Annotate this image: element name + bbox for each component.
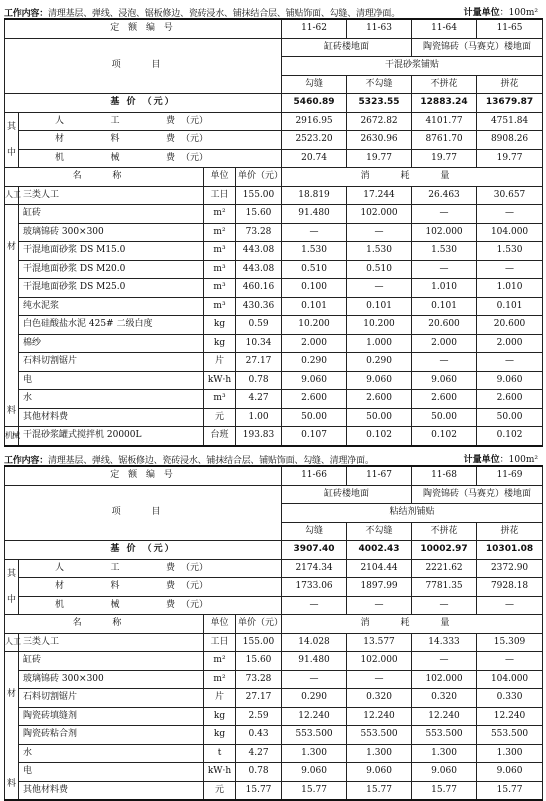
material-consumption: 0.290 [347,353,412,372]
material-name: 电 [19,763,204,782]
material-name: 石料切割锯片 [19,353,204,372]
material-price: 15.60 [236,205,282,224]
material-consumption: — [412,353,477,372]
machine-price: 193.83 [236,427,282,446]
fee-name: 机械费 [55,152,175,163]
labor-unit: 工日 [204,633,236,652]
material-consumption: 20.600 [412,316,477,335]
material-consumption: 20.600 [477,316,543,335]
variant-label: 拼花 [477,522,543,541]
material-price: 73.28 [236,223,282,242]
material-unit: 元 [204,408,236,427]
material-unit: m³ [204,279,236,298]
material-name: 石料切割锯片 [19,689,204,708]
material-consumption: — [347,279,412,298]
material-consumption: 1.530 [282,242,347,261]
material-unit: m³ [204,242,236,261]
material-consumption: 12.240 [347,707,412,726]
material-cat-bottom: 料 [6,779,16,789]
quota-table [4,465,543,801]
group-ceramic-tile: 缸砖楼地面 [282,38,412,57]
material-unit: kg [204,334,236,353]
material-unit: kg [204,707,236,726]
measure-unit-value: 100m² [508,8,538,18]
quota-table [4,18,543,447]
fee-value: 19.77 [347,149,412,168]
material-consumption: 1.000 [347,334,412,353]
material-consumption: 10.200 [347,316,412,335]
material-consumption: — [347,670,412,689]
material-unit: m² [204,205,236,224]
material-unit: 片 [204,689,236,708]
base-price-value: 4002.43 [347,541,412,560]
material-consumption: 102.000 [412,670,477,689]
variant-label: 勾缝 [282,522,347,541]
col-price-header: 单价（元） [236,615,282,634]
material-price: 2.59 [236,707,282,726]
material-consumption: — [412,205,477,224]
fee-value: — [282,596,347,615]
measure-unit-value: 100m² [508,455,538,465]
material-consumption: 102.000 [412,223,477,242]
work-content-header [4,4,542,18]
material-name: 玻璃锦砖 300×300 [19,223,204,242]
material-consumption: — [477,353,543,372]
material-category [5,652,19,801]
material-consumption: 15.77 [282,781,347,800]
fee-unit: （元） [181,562,209,573]
fee-name: 人工费 [55,562,175,573]
material-consumption: 0.101 [477,297,543,316]
measure-unit-label: 计量单位 [463,455,500,465]
of-which-qi: 其 [6,121,16,132]
work-content-text: 清理基层、弹线、锯板修边、瓷砖浸水、铺抹结合层、铺贴饰面、勾缝、清理净面。 [48,456,374,466]
material-consumption: 2.600 [477,390,543,409]
material-price: 4.27 [236,390,282,409]
paving-method: 干混砂浆铺贴 [282,57,543,76]
material-consumption: 0.320 [412,689,477,708]
material-name: 棉纱 [19,334,204,353]
fee-row-label [19,112,282,131]
material-consumption: 0.290 [282,689,347,708]
material-consumption: 1.010 [477,279,543,298]
quota-code: 11-63 [347,19,412,38]
base-price-value: 10301.08 [477,541,543,560]
material-cat-top: 材 [6,242,16,252]
fee-value: — [477,596,543,615]
group-mosaic: 陶瓷锦砖（马赛克）楼地面 [412,38,543,57]
material-consumption: 9.060 [477,763,543,782]
fee-name: 材料费 [55,134,175,145]
material-unit: m² [204,670,236,689]
quota-code: 11-62 [282,19,347,38]
material-price: 73.28 [236,670,282,689]
material-consumption: 9.060 [282,763,347,782]
material-consumption: 0.101 [347,297,412,316]
fee-value: 2672.82 [347,112,412,131]
material-consumption: 553.500 [282,726,347,745]
machine-consumption: 0.102 [347,427,412,446]
of-which-zhong: 中 [6,147,16,158]
material-name: 玻璃锦砖 300×300 [19,670,204,689]
base-price-label: 基 价 （元） [5,94,282,113]
material-consumption: 1.300 [412,744,477,763]
fee-value: 2630.96 [347,131,412,150]
material-consumption: 102.000 [347,652,412,671]
col-consume-header: 消 耗 量 [282,168,543,187]
material-consumption: 9.060 [477,371,543,390]
material-consumption: 0.100 [282,279,347,298]
material-consumption: 2.600 [282,390,347,409]
material-consumption: 2.600 [347,390,412,409]
fee-value: 4101.77 [412,112,477,131]
material-consumption: — [477,260,543,279]
quota-code: 11-65 [477,19,543,38]
quota-code-label: 定 额 编 号 [5,466,282,485]
col-price-header: 单价（元） [236,168,282,187]
fee-name: 人工费 [55,115,175,126]
material-consumption: 1.300 [282,744,347,763]
material-consumption: — [412,652,477,671]
labor-consumption: 14.333 [412,633,477,652]
measure-unit: 计量单位：100m² [463,455,538,465]
base-price-value: 3907.40 [282,541,347,560]
material-consumption: 553.500 [347,726,412,745]
quota-block-2 [4,451,542,801]
quota-block-1 [4,4,542,447]
material-price: 4.27 [236,744,282,763]
labor-price: 155.00 [236,186,282,205]
labor-category: 人工 [5,633,19,652]
material-name: 干混地面砂浆 DS M15.0 [19,242,204,261]
material-cat-top: 材 [6,689,16,699]
material-name: 缸砖 [19,205,204,224]
material-category [5,205,19,427]
material-consumption: — [477,205,543,224]
work-content-label: 工作内容 [4,9,40,19]
item-label: 项 目 [5,38,282,94]
variant-label: 勾缝 [282,75,347,94]
material-price: 10.34 [236,334,282,353]
material-price: 0.59 [236,316,282,335]
base-price-label: 基 价 （元） [5,541,282,560]
material-name: 水 [19,390,204,409]
fee-row-label [19,559,282,578]
material-unit: kg [204,316,236,335]
material-consumption: 0.510 [282,260,347,279]
material-consumption: 102.000 [347,205,412,224]
material-price: 27.17 [236,689,282,708]
labor-price: 155.00 [236,633,282,652]
material-consumption: 12.240 [412,707,477,726]
of-which-label [5,112,19,168]
material-consumption: 9.060 [282,371,347,390]
material-consumption: 1.530 [477,242,543,261]
material-cat-bottom: 料 [6,406,16,416]
machine-name: 干混砂浆罐式搅拌机 20000L [19,427,204,446]
material-unit: m³ [204,260,236,279]
fee-value: 7928.18 [477,578,543,597]
material-consumption: 0.510 [347,260,412,279]
variant-label: 不勾缝 [347,75,412,94]
material-name: 干混地面砂浆 DS M20.0 [19,260,204,279]
fee-value: 2221.62 [412,559,477,578]
material-consumption: 2.000 [412,334,477,353]
labor-consumption: 15.309 [477,633,543,652]
group-ceramic-tile: 缸砖楼地面 [282,485,412,504]
labor-category: 人工 [5,186,19,205]
fee-name: 机械费 [55,599,175,610]
material-unit: m³ [204,390,236,409]
of-which-label [5,559,19,615]
material-price: 27.17 [236,353,282,372]
labor-consumption: 14.028 [282,633,347,652]
work-content: 工作内容：清理基层、弹线、浸泡、锯板修边、瓷砖浸水、铺抹结合层、铺贴饰面、勾缝、清理净面。 [4,9,401,19]
material-consumption: 104.000 [477,223,543,242]
material-name: 电 [19,371,204,390]
col-unit-header: 单位 [204,615,236,634]
fee-value: 19.77 [477,149,543,168]
material-consumption: 0.320 [347,689,412,708]
fee-value: 4751.84 [477,112,543,131]
material-consumption: 104.000 [477,670,543,689]
quota-code: 11-69 [477,466,543,485]
fee-row-label [19,596,282,615]
base-price-value: 5460.89 [282,94,347,113]
material-price: 443.08 [236,260,282,279]
machine-unit: 台班 [204,427,236,446]
material-unit: kg [204,726,236,745]
material-price: 0.43 [236,726,282,745]
quota-code: 11-68 [412,466,477,485]
material-consumption: 1.530 [347,242,412,261]
material-consumption: — [412,260,477,279]
labor-consumption: 26.463 [412,186,477,205]
material-consumption: 0.101 [282,297,347,316]
material-consumption: 50.00 [347,408,412,427]
material-price: 443.08 [236,242,282,261]
labor-consumption: 18.819 [282,186,347,205]
material-consumption: 2.600 [412,390,477,409]
fee-row-label [19,149,282,168]
material-consumption: 15.77 [347,781,412,800]
fee-row-label [19,131,282,150]
work-content-header [4,451,542,465]
of-which-qi: 其 [6,568,16,579]
material-name: 缸砖 [19,652,204,671]
material-consumption: 553.500 [412,726,477,745]
quota-code: 11-66 [282,466,347,485]
fee-value: 1897.99 [347,578,412,597]
material-name: 白色硅酸盐水泥 425# 二级白度 [19,316,204,335]
fee-value: 19.77 [412,149,477,168]
base-price-value: 13679.87 [477,94,543,113]
quota-code: 11-64 [412,19,477,38]
fee-value: 2372.90 [477,559,543,578]
material-consumption: 50.00 [477,408,543,427]
fee-value: 20.74 [282,149,347,168]
labor-unit: 工日 [204,186,236,205]
material-price: 1.00 [236,408,282,427]
fee-value: — [412,596,477,615]
material-name: 纯水泥浆 [19,297,204,316]
material-consumption: 91.480 [282,205,347,224]
quota-code: 11-67 [347,466,412,485]
fee-row-label [19,578,282,597]
fee-value: 2916.95 [282,112,347,131]
measure-unit: 计量单位：100m² [463,8,538,18]
col-consume-header: 消 耗 量 [282,615,543,634]
fee-unit: （元） [181,599,209,610]
fee-value: 8761.70 [412,131,477,150]
machine-category: 机械 [5,427,19,446]
base-price-value: 12883.24 [412,94,477,113]
material-price: 0.78 [236,763,282,782]
material-unit: 片 [204,353,236,372]
base-price-value: 5323.55 [347,94,412,113]
labor-name: 三类人工 [19,633,204,652]
item-label: 项 目 [5,485,282,541]
material-name: 其他材料费 [19,781,204,800]
fee-value: — [347,596,412,615]
fee-value: 8908.26 [477,131,543,150]
material-unit: m² [204,223,236,242]
col-name-header: 名 称 [5,168,204,187]
machine-consumption: 0.102 [477,427,543,446]
material-consumption: 12.240 [282,707,347,726]
material-unit: kW·h [204,371,236,390]
base-price-value: 10002.97 [412,541,477,560]
material-consumption: 91.480 [282,652,347,671]
labor-consumption: 17.244 [347,186,412,205]
material-consumption: — [282,223,347,242]
material-consumption: 1.010 [412,279,477,298]
work-content-text: 清理基层、弹线、浸泡、锯板修边、瓷砖浸水、铺抹结合层、铺贴饰面、勾缝、清理净面。 [48,9,401,19]
of-which-zhong: 中 [6,594,16,605]
variant-label: 不拼花 [412,522,477,541]
work-content-label: 工作内容 [4,456,40,466]
material-consumption: 50.00 [412,408,477,427]
material-consumption: 15.77 [412,781,477,800]
material-consumption: 2.000 [477,334,543,353]
machine-consumption: 0.102 [412,427,477,446]
material-unit: t [204,744,236,763]
quota-code-label: 定 额 编 号 [5,19,282,38]
material-consumption: 12.240 [477,707,543,726]
material-name: 干混地面砂浆 DS M25.0 [19,279,204,298]
material-unit: m³ [204,297,236,316]
material-price: 15.60 [236,652,282,671]
col-unit-header: 单位 [204,168,236,187]
variant-label: 不勾缝 [347,522,412,541]
labor-consumption: 13.577 [347,633,412,652]
material-consumption: 10.200 [282,316,347,335]
material-consumption: — [347,223,412,242]
material-unit: 元 [204,781,236,800]
material-consumption: 0.290 [282,353,347,372]
material-consumption: 553.500 [477,726,543,745]
material-consumption: 0.101 [412,297,477,316]
material-name: 陶瓷砖填缝剂 [19,707,204,726]
fee-value: 2523.20 [282,131,347,150]
material-price: 0.78 [236,371,282,390]
material-consumption: 1.300 [347,744,412,763]
material-consumption: 9.060 [347,763,412,782]
material-consumption: 9.060 [412,371,477,390]
material-consumption: — [282,670,347,689]
group-mosaic: 陶瓷锦砖（马赛克）楼地面 [412,485,543,504]
material-unit: kW·h [204,763,236,782]
fee-value: 1733.06 [282,578,347,597]
machine-consumption: 0.107 [282,427,347,446]
material-name: 水 [19,744,204,763]
col-name-header: 名 称 [5,615,204,634]
variant-label: 不拼花 [412,75,477,94]
paving-method: 粘结剂铺贴 [282,504,543,523]
material-consumption: 0.330 [477,689,543,708]
fee-name: 材料费 [55,581,175,592]
material-consumption: — [477,652,543,671]
material-name: 其他材料费 [19,408,204,427]
fee-value: 2104.44 [347,559,412,578]
material-price: 15.77 [236,781,282,800]
material-consumption: 50.00 [282,408,347,427]
material-price: 460.16 [236,279,282,298]
work-content: 工作内容：清理基层、弹线、锯板修边、瓷砖浸水、铺抹结合层、铺贴饰面、勾缝、清理净面。 [4,456,374,466]
fee-value: 7781.35 [412,578,477,597]
variant-label: 拼花 [477,75,543,94]
material-name: 陶瓷砖粘合剂 [19,726,204,745]
material-consumption: 15.77 [477,781,543,800]
labor-name: 三类人工 [19,186,204,205]
material-unit: m² [204,652,236,671]
fee-unit: （元） [181,115,209,126]
material-consumption: 9.060 [347,371,412,390]
material-consumption: 1.300 [477,744,543,763]
material-consumption: 9.060 [412,763,477,782]
material-price: 430.36 [236,297,282,316]
fee-value: 2174.34 [282,559,347,578]
material-consumption: 1.530 [412,242,477,261]
material-consumption: 2.000 [282,334,347,353]
fee-unit: （元） [181,581,209,592]
measure-unit-label: 计量单位 [463,8,500,18]
fee-unit: （元） [181,152,209,163]
fee-unit: （元） [181,134,209,145]
labor-consumption: 30.657 [477,186,543,205]
